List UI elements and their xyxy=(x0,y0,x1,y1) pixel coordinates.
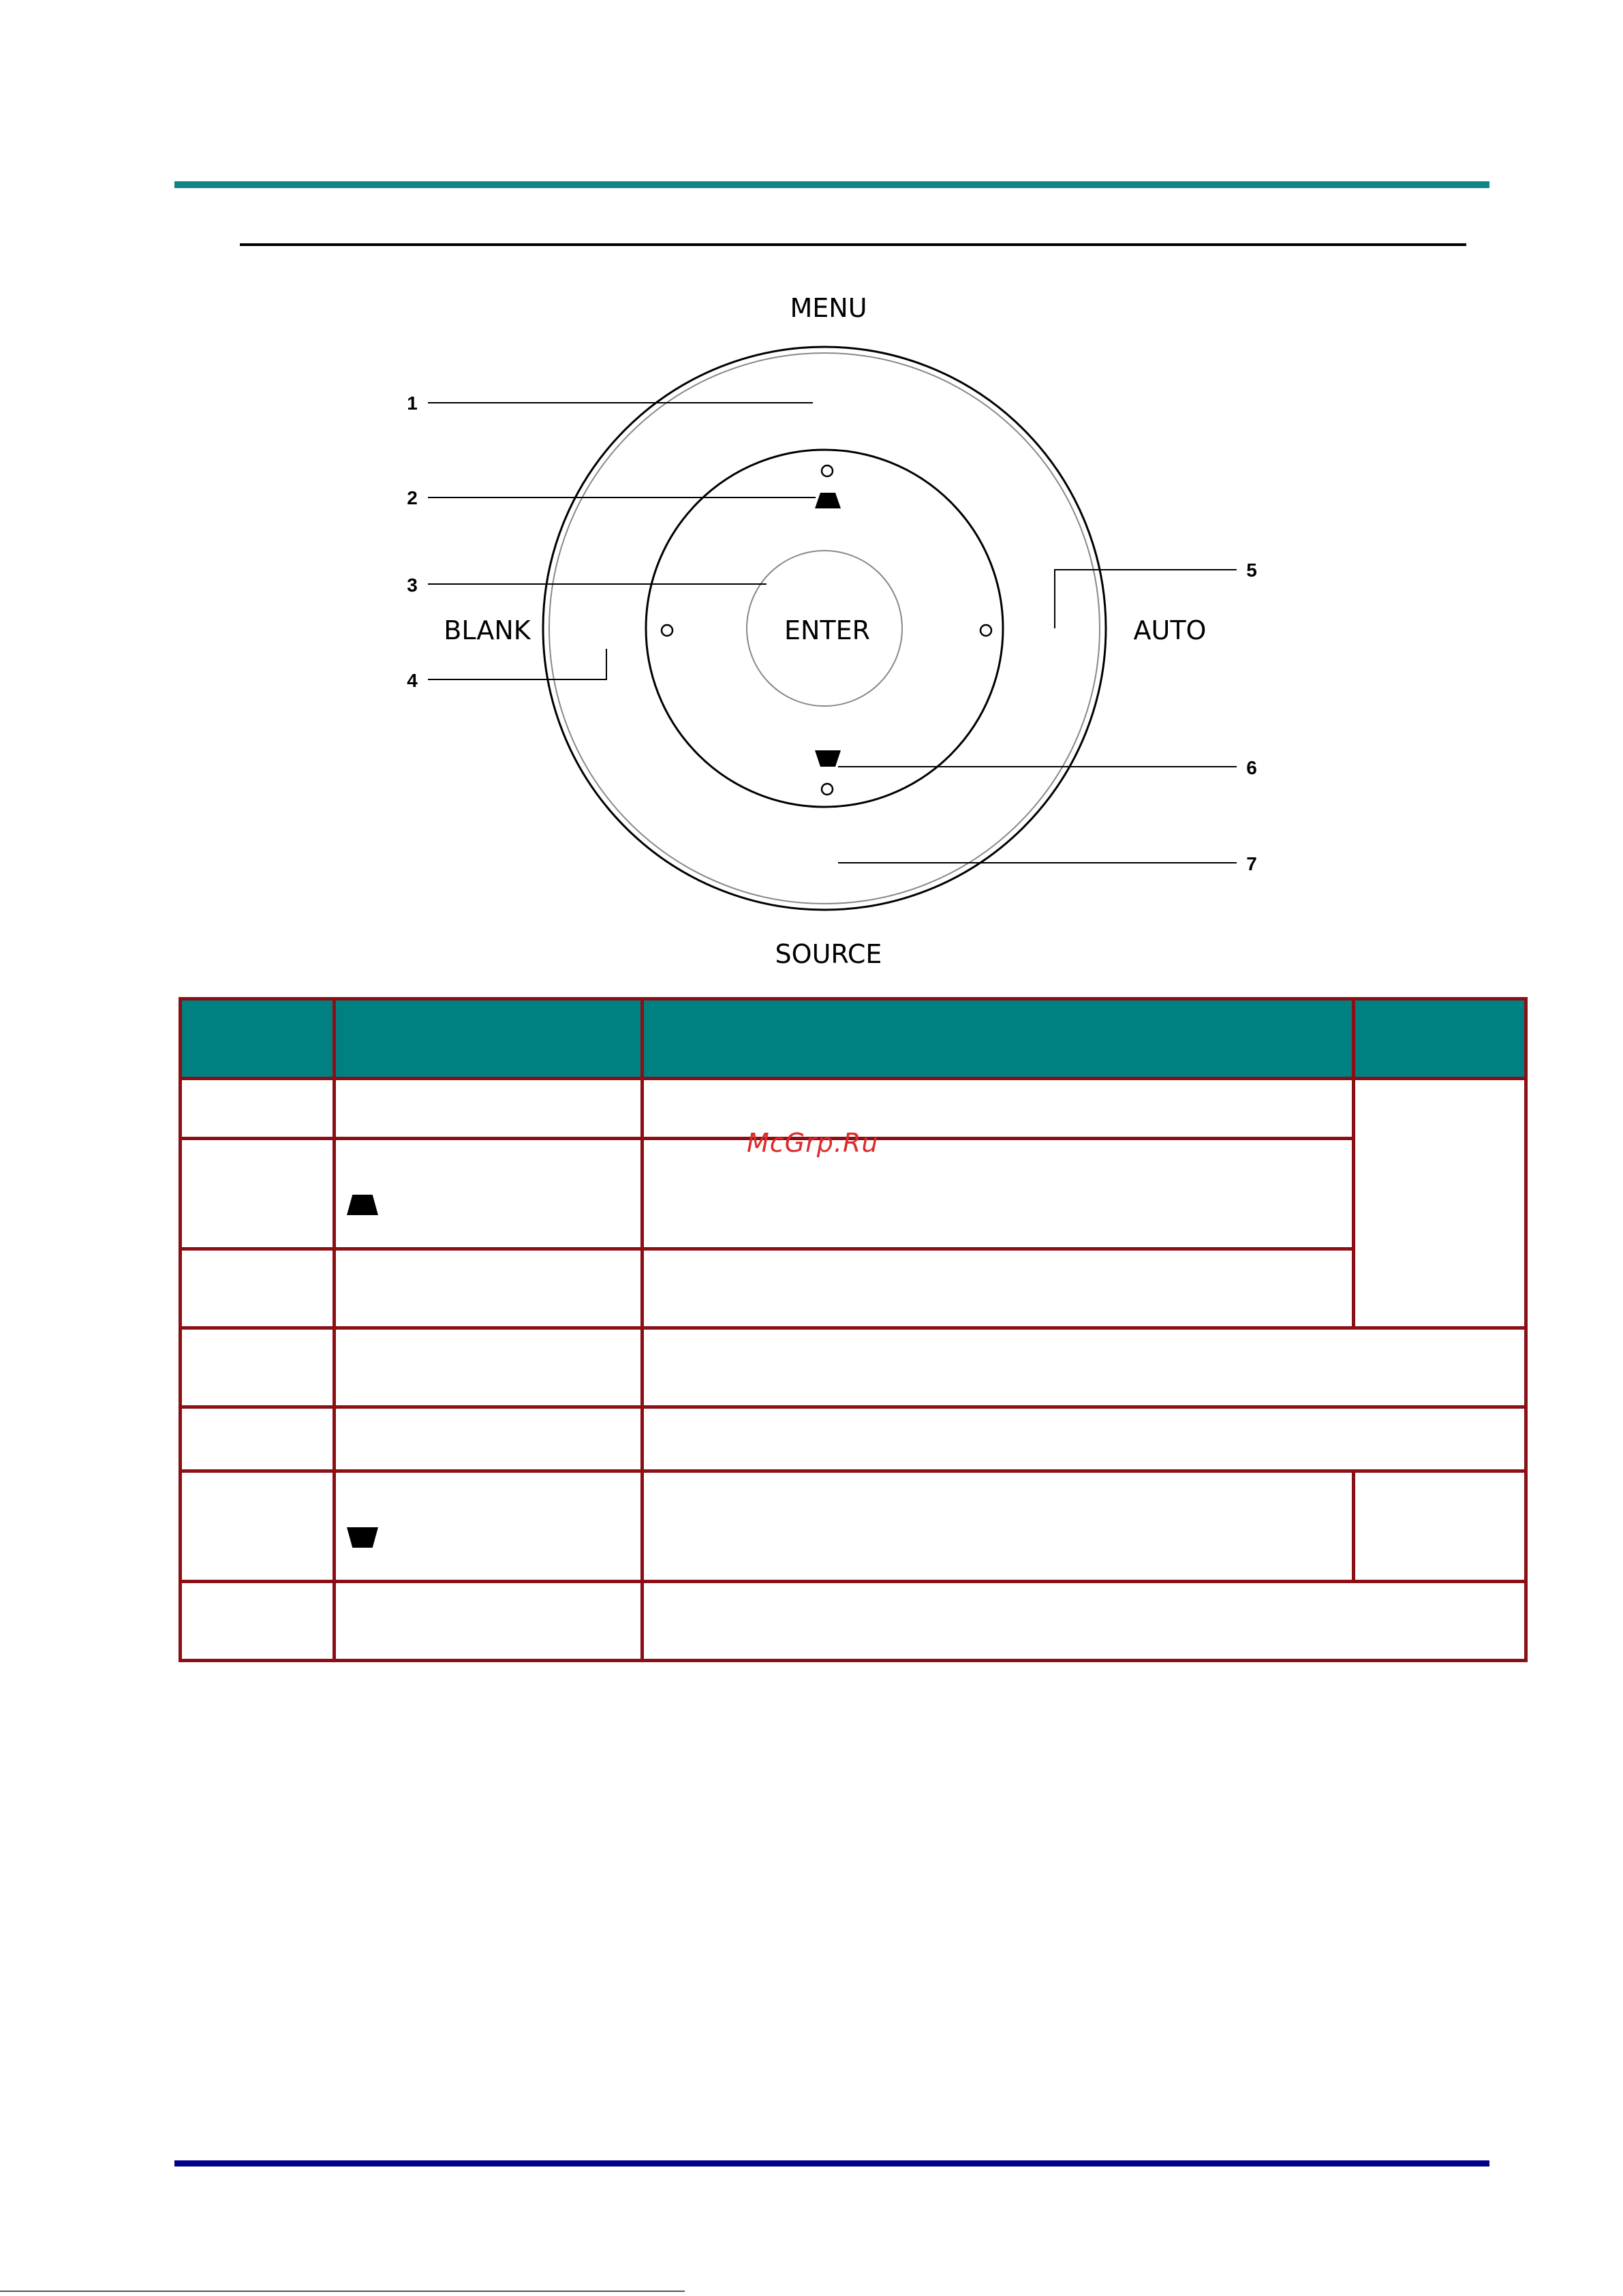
table-cell xyxy=(335,1249,643,1328)
table-cell-down-key xyxy=(335,1471,643,1582)
led-dot-top xyxy=(822,465,833,476)
led-dot-right xyxy=(980,625,991,636)
callout-7: 7 xyxy=(1246,853,1257,874)
table-cell xyxy=(181,1139,335,1249)
arrow-down-icon[interactable] xyxy=(815,750,841,767)
table-cell xyxy=(643,1407,1526,1471)
enter-label[interactable]: ENTER xyxy=(784,615,871,645)
callout-1: 1 xyxy=(407,393,418,414)
table-cell xyxy=(181,1249,335,1328)
source-label[interactable]: SOURCE xyxy=(775,939,882,969)
callout-4: 4 xyxy=(407,670,418,691)
callout-6: 6 xyxy=(1246,757,1257,778)
table-row xyxy=(181,1328,1526,1407)
table-header-row xyxy=(181,999,1526,1079)
arrow-up-icon xyxy=(347,1195,378,1215)
header-cell-description xyxy=(643,999,1354,1079)
table-cell xyxy=(643,1328,1526,1407)
table-cell-up-key xyxy=(335,1139,643,1249)
function-table xyxy=(179,997,1528,1662)
table-cell xyxy=(181,1328,335,1407)
table-cell xyxy=(181,1471,335,1582)
table-cell xyxy=(335,1407,643,1471)
watermark: McGrp.Ru xyxy=(747,1128,879,1158)
arrow-down-icon xyxy=(347,1527,378,1548)
table-cell xyxy=(643,1582,1526,1661)
table-row xyxy=(181,1582,1526,1661)
auto-label[interactable]: AUTO xyxy=(1133,615,1207,645)
table-cell xyxy=(181,1582,335,1661)
page-edge-line xyxy=(0,2291,685,2292)
header-cell-label xyxy=(335,999,643,1079)
header-cell-number xyxy=(181,999,335,1079)
table-cell xyxy=(643,1249,1354,1328)
led-dot-bottom xyxy=(822,784,833,795)
table-cell xyxy=(1354,1471,1526,1582)
table-row xyxy=(181,1249,1526,1328)
blank-label[interactable]: BLANK xyxy=(444,615,531,645)
table-cell xyxy=(643,1471,1354,1582)
keypad-diagram xyxy=(0,0,1623,981)
footer-rule xyxy=(174,2160,1489,2167)
table-cell-page-merged xyxy=(1354,1079,1526,1328)
arrow-up-icon[interactable] xyxy=(815,493,841,508)
leader-line-4 xyxy=(428,649,606,679)
led-dot-left xyxy=(662,625,673,636)
table-cell xyxy=(181,1079,335,1139)
table-row xyxy=(181,1407,1526,1471)
table-cell xyxy=(335,1582,643,1661)
table-row xyxy=(181,1471,1526,1582)
table-cell xyxy=(335,1328,643,1407)
header-cell-page xyxy=(1354,999,1526,1079)
callout-5: 5 xyxy=(1246,560,1257,581)
table-cell xyxy=(335,1079,643,1139)
menu-label[interactable]: MENU xyxy=(790,293,867,323)
table-cell xyxy=(181,1407,335,1471)
callout-3: 3 xyxy=(407,575,418,596)
callout-2: 2 xyxy=(407,487,418,508)
